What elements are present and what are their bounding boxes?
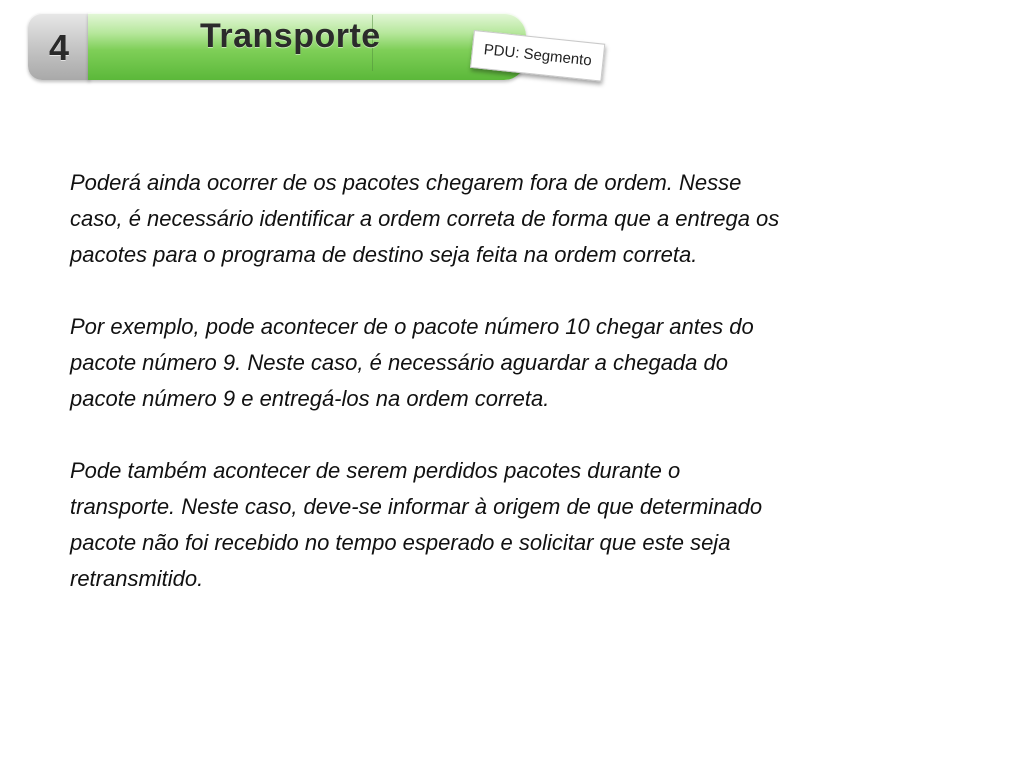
paragraph-out-of-order: Poderá ainda ocorrer de os pacotes chegarem fora de ordem. Nesse caso, é necessário identificar a ordem correta de forma que a entrega os pacotes para o programa de destino seja feita na ordem correta. [70, 170, 780, 267]
layer-title-bar [88, 13, 526, 80]
paragraph-example: Por exemplo, pode acontecer de o pacote número 10 chegar antes do pacote número 9. Neste caso, é necessário aguardar a chegada do pacote número 9 e entregá-los na ordem correta. [70, 314, 754, 411]
paragraph-lost-packets: Pode também acontecer de serem perdidos pacotes durante o transporte. Neste caso, deve-se informar à origem de que determinado pacote não foi recebido no tempo esperado e solicitar que este seja retransmitido. [70, 458, 763, 591]
layer-number: 4 [48, 27, 70, 68]
pdu-tag: PDU: Segmento [470, 30, 605, 82]
layer-title: Transporte [200, 17, 381, 55]
layer-number-badge [28, 13, 90, 80]
slide-content [70, 165, 970, 633]
